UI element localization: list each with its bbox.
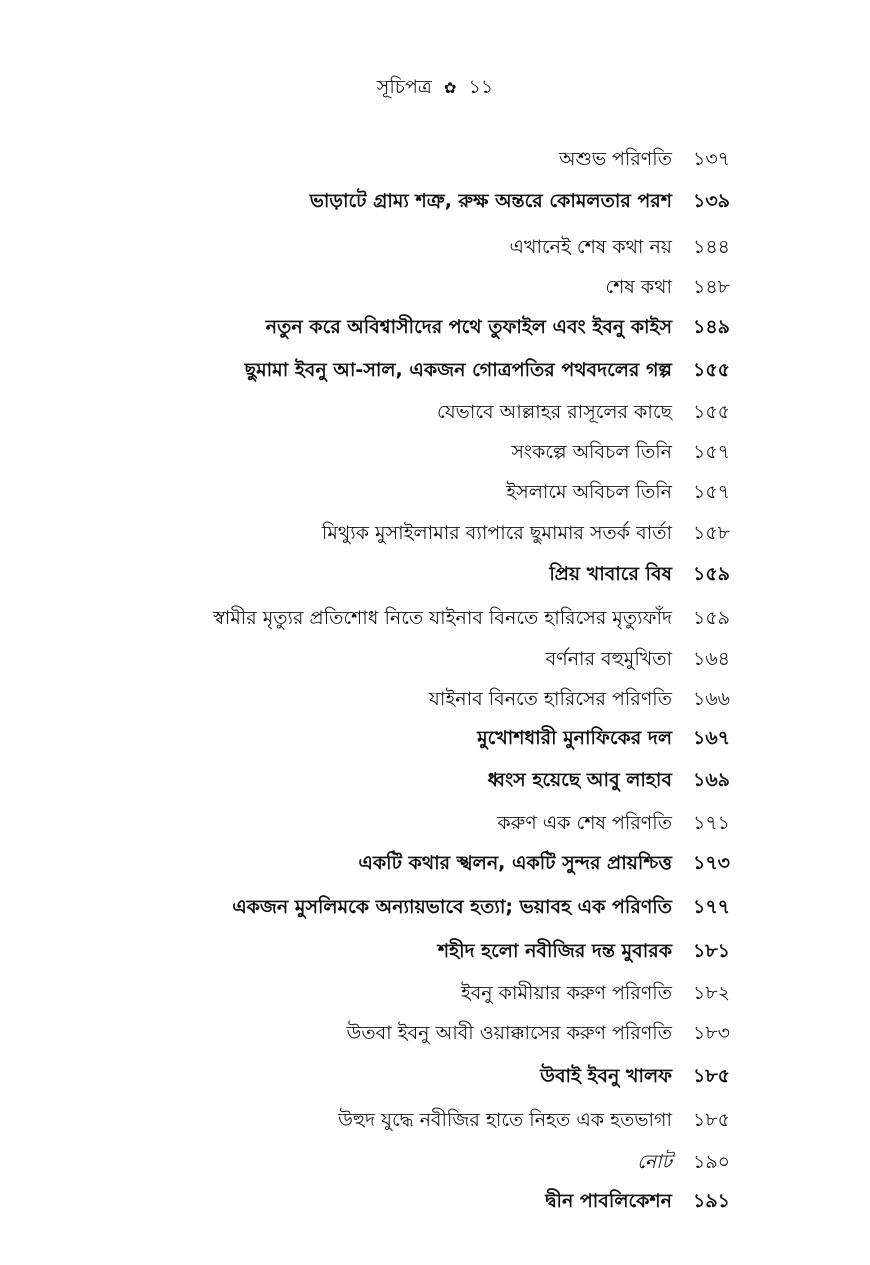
- toc-entry-title: ইসলামে অবিচল তিনি: [506, 481, 672, 503]
- toc-entry-page: ১৮৫: [693, 1065, 730, 1087]
- toc-entry-page: ১৪৯: [693, 316, 730, 338]
- toc-entry: [0, 1016, 870, 1050]
- toc-entry: [0, 806, 870, 840]
- toc-entry-title: ধ্বংস হয়েছে আবু লাহাব: [487, 769, 672, 791]
- toc-entry: [0, 890, 870, 924]
- toc-entry-page: ১৮৩: [693, 1022, 731, 1044]
- toc-entry-page: ১৫৫: [693, 401, 730, 423]
- toc-entry-page: ১৩৯: [693, 190, 731, 212]
- toc-entry: [0, 395, 870, 429]
- toc-entry-title: ইবনু কামীয়ার করুণ পরিণতি: [460, 982, 672, 1004]
- toc-entry: [0, 475, 870, 509]
- toc-entry-title: শহীদ হলো নবীজির দন্ত মুবারক: [437, 940, 672, 962]
- toc-entry-title: এখানেই শেষ কথা নয়: [509, 236, 672, 258]
- toc-entry-title: দ্বীন পাবলিকেশন: [545, 1190, 672, 1212]
- toc-entry-page: ১৯০: [693, 1151, 731, 1173]
- toc-entry-page: ১৮২: [693, 982, 731, 1004]
- toc-entry: [0, 934, 870, 968]
- toc-entry-page: ১৪৮: [693, 276, 730, 298]
- toc-entry-page: ১৭৭: [693, 896, 731, 918]
- toc-entry-page: ১৬৯: [693, 769, 731, 791]
- toc-entry: [0, 1103, 870, 1137]
- toc-entry-title: যাইনাব বিনতে হারিসের পরিণতি: [428, 688, 672, 710]
- toc-entry: [0, 184, 870, 218]
- toc-entry: [0, 846, 870, 880]
- toc-entry-page: ১৩৭: [693, 148, 731, 170]
- toc-entry-page: ১৭১: [693, 812, 731, 834]
- toc-entry-page: ১৫৭: [693, 481, 731, 503]
- toc-entry-page: ১৮১: [693, 940, 730, 962]
- toc-entry-page: ১৫৯: [693, 607, 730, 629]
- toc-entry-page: ১৫৮: [693, 522, 730, 544]
- toc-entry-page: ১৫৫: [693, 359, 730, 381]
- toc-entry-title: সংকল্পে অবিচল তিনি: [511, 441, 672, 463]
- toc-entry: [0, 516, 870, 550]
- toc-entry: [0, 721, 870, 755]
- toc-entry-page: ১৬৭: [693, 727, 731, 749]
- toc-entry-page: ১৬৬: [693, 688, 731, 710]
- toc-entry-title: প্রিয় খাবারে বিষ: [549, 563, 672, 585]
- toc-entry-title: নোট: [637, 1151, 672, 1173]
- toc-entry-title: ছুমামা ইবনু আ-সাল, একজন গোত্রপতির পথবদলের গল্প: [244, 359, 672, 381]
- toc-entry: [0, 976, 870, 1010]
- toc-entry-title: উহুদ যুদ্ধে নবীজির হাতে নিহত এক হতভাগা: [338, 1109, 672, 1131]
- toc-entry: [0, 1059, 870, 1093]
- toc-entry-title: মিথ্যুক মুসাইলামার ব্যাপারে ছুমামার সতর্ক বার্তা: [321, 522, 672, 544]
- toc-entry-title: উতবা ইবনু আবী ওয়াক্কাসের করুণ পরিণতি: [346, 1022, 672, 1044]
- toc-entry: [0, 142, 870, 176]
- toc-entry: [0, 353, 870, 387]
- toc-entry-title: অশুভ পরিণতি: [559, 148, 672, 170]
- toc-entry: [0, 435, 870, 469]
- toc-entry-page: ১৫৯: [693, 563, 730, 585]
- toc-entry-title: স্বামীর মৃত্যুর প্রতিশোধ নিতে যাইনাব বিনতে হারিসের মৃত্যুফাঁদ: [213, 607, 672, 629]
- toc-entry-page: ১৬৪: [693, 648, 731, 670]
- flower-ornament-icon: ✿: [443, 79, 457, 97]
- toc-entry: [0, 270, 870, 304]
- toc-entry-title: বর্ণনার বহুমুখিতা: [545, 648, 672, 670]
- header-title: সূচিপত্র: [376, 76, 432, 98]
- toc-entry: [0, 310, 870, 344]
- header-page-number: ১১: [468, 76, 494, 98]
- toc-entry-title: মুখোশধারী মুনাফিকের দল: [477, 727, 672, 749]
- toc-entry-title: ভাড়াটে গ্রাম্য শত্রু, রুক্ষ অন্তরে কোমলতার পরশ: [309, 190, 672, 212]
- toc-entry-page: ১৭৩: [693, 852, 731, 874]
- toc-entry: [0, 642, 870, 676]
- toc-entry-title: একটি কথার স্খলন, একটি সুন্দর প্রায়শ্চিত্ত: [358, 852, 672, 874]
- toc-entry-page: ১৮৫: [693, 1109, 730, 1131]
- toc-entry: [0, 601, 870, 635]
- toc-entry-title: নতুন করে অবিশ্বাসীদের পথে তুফাইল এবং ইবনু কাইস: [265, 316, 672, 338]
- toc-entry-title: একজন মুসলিমকে অন্যায়ভাবে হত্যা; ভয়াবহ এক পরিণতি: [232, 896, 672, 918]
- toc-entry: [0, 763, 870, 797]
- toc-entry-page: ১৯১: [693, 1190, 730, 1212]
- toc-entry-title: উবাই ইবনু খালফ: [540, 1065, 672, 1087]
- toc-entry-title: করুণ এক শেষ পরিণতি: [497, 812, 672, 834]
- toc-entry: [0, 1184, 870, 1218]
- toc-entry-page: ১৫৭: [693, 441, 731, 463]
- toc-entry: [0, 682, 870, 716]
- running-header: [0, 72, 870, 103]
- toc-entry-title: শেষ কথা: [605, 276, 672, 298]
- toc-entry: [0, 557, 870, 591]
- toc-entry: [0, 1145, 870, 1179]
- toc-entry: [0, 230, 870, 264]
- toc-entry-page: ১৪৪: [693, 236, 730, 258]
- toc-entry-title: যেভাবে আল্লাহর রাসূলের কাছে: [437, 401, 672, 423]
